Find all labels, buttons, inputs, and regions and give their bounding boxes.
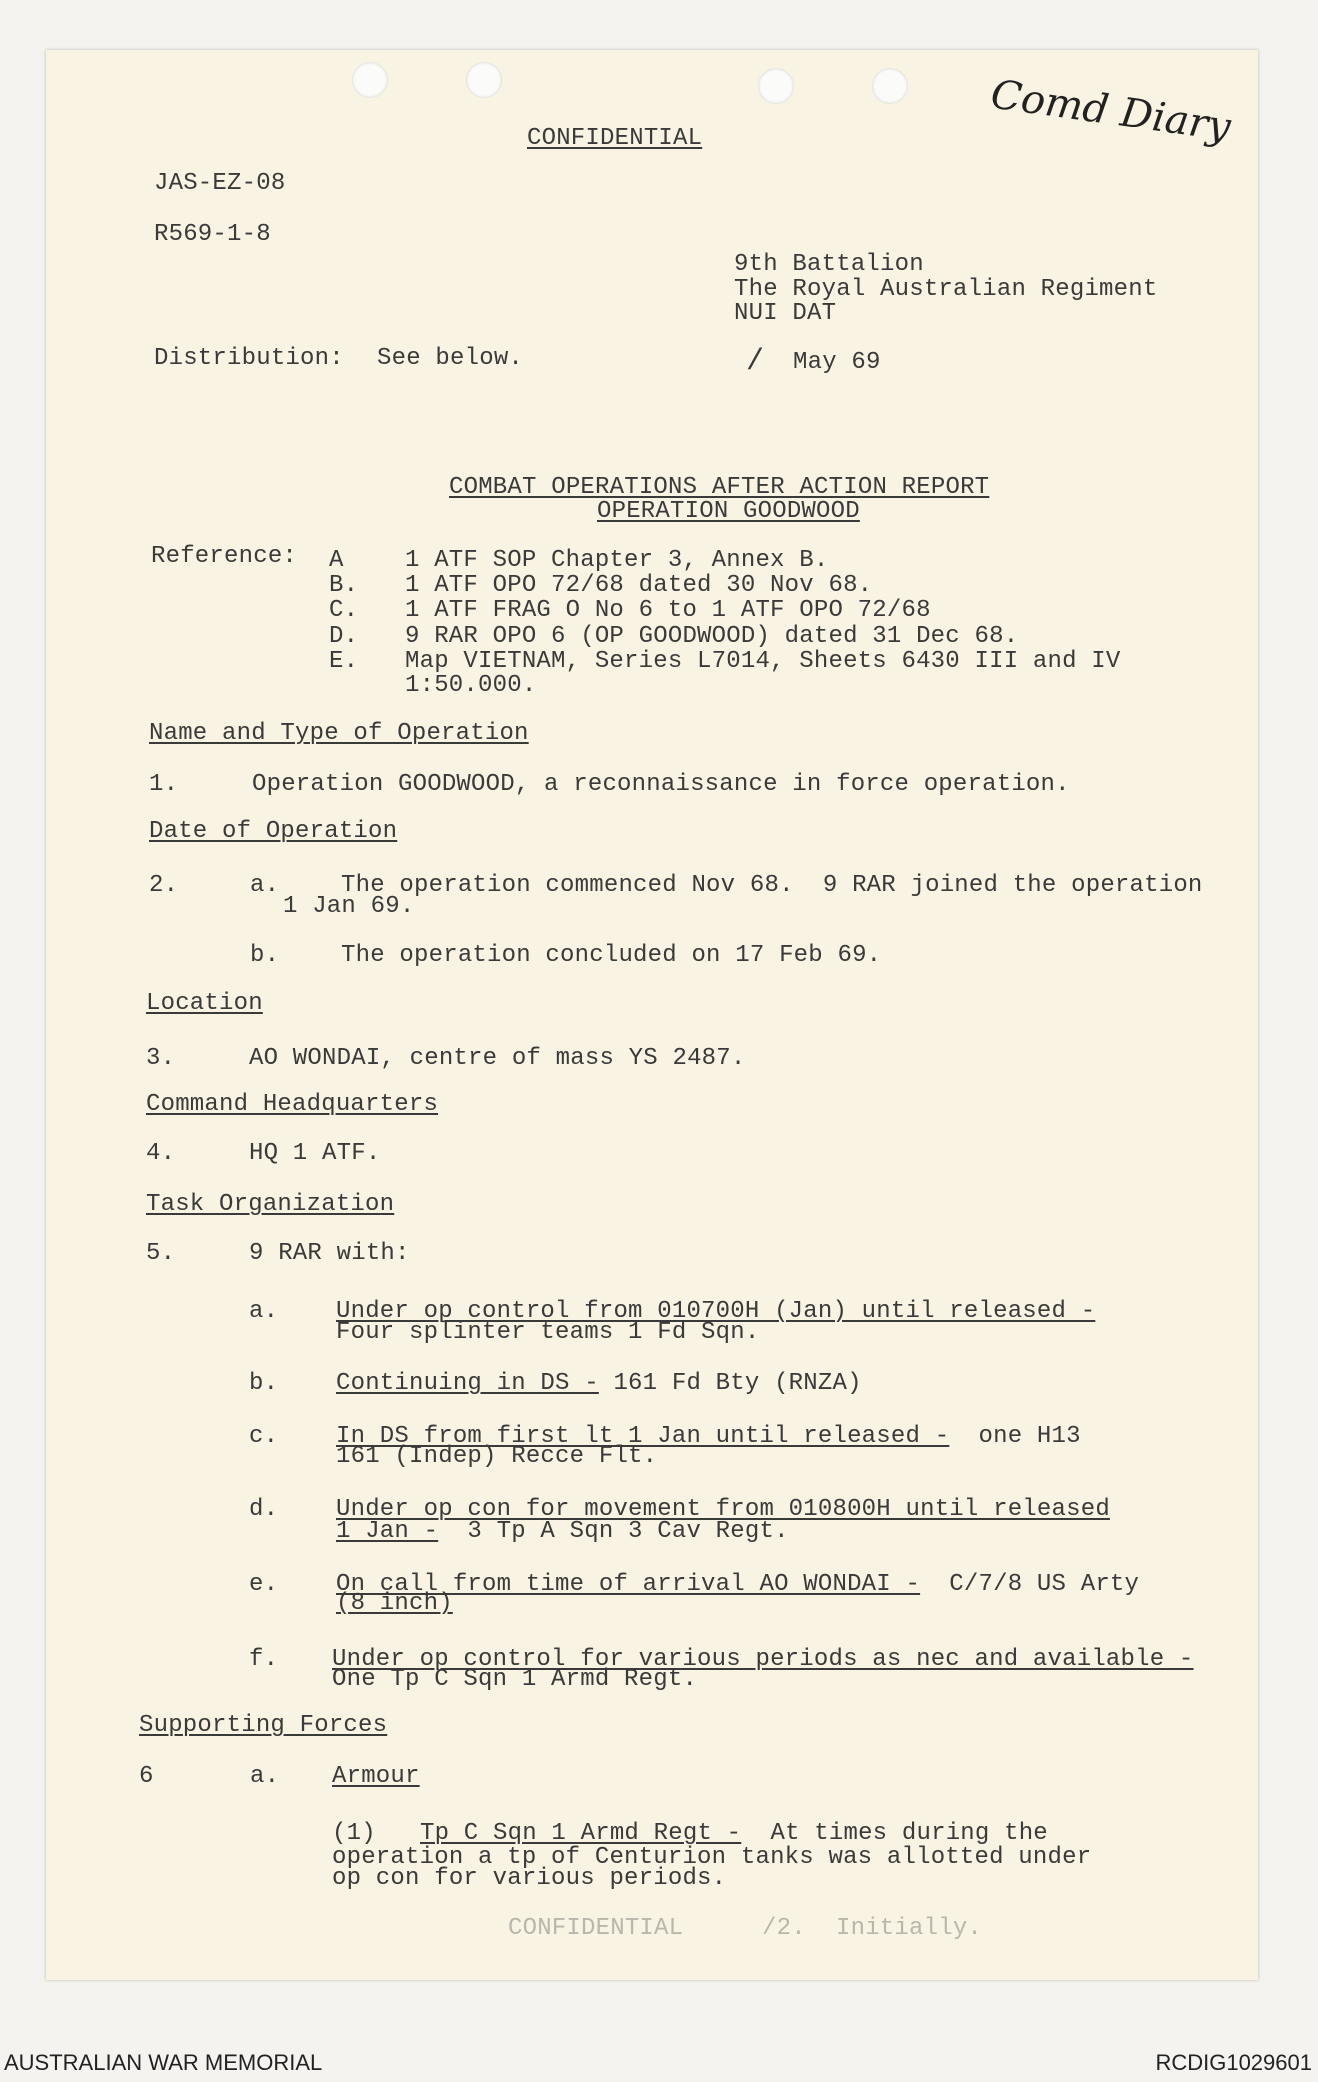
task-item <box>336 1371 862 1396</box>
task-letter: a. <box>249 1298 279 1325</box>
paragraph-text: Operation GOODWOOD, a reconnaissance in force operation. <box>252 771 1070 798</box>
paragraph-text: AO WONDAI, centre of mass YS 2487. <box>249 1045 746 1072</box>
punch-hole <box>466 62 502 98</box>
section-heading: Date of Operation <box>149 818 398 845</box>
task-item <box>336 1572 1139 1597</box>
subparagraph-letter: b. <box>250 942 280 969</box>
task-heading: (8 inch) <box>336 1590 453 1617</box>
subparagraph-item <box>420 1821 1048 1846</box>
reference-text: 9 RAR OPO 6 (OP GOODWOOD) dated 31 Dec 68. <box>405 623 1019 650</box>
file-reference: R569-1-8 <box>154 221 271 248</box>
document-date: May 69 <box>793 349 881 376</box>
paragraph-text: 9 RAR with: <box>249 1240 410 1267</box>
paragraph-text: HQ 1 ATF. <box>249 1140 381 1167</box>
task-letter: e. <box>249 1571 279 1598</box>
unit-address: NUI DAT <box>734 300 837 327</box>
subparagraph-letter: a. <box>250 1763 280 1790</box>
section-heading: Task Organization <box>146 1191 395 1218</box>
task-letter: b. <box>249 1370 279 1397</box>
reference-text: 1 ATF SOP Chapter 3, Annex B. <box>405 547 829 574</box>
subparagraph-heading: Armour <box>332 1763 420 1790</box>
punch-hole <box>872 68 908 104</box>
section-heading: Supporting Forces <box>139 1712 388 1739</box>
paragraph-text: operation a tp of Centurion tanks was allotted under <box>332 1844 1092 1871</box>
punch-hole <box>758 68 794 104</box>
reference-label: Reference: <box>151 543 298 570</box>
report-subtitle: OPERATION GOODWOOD <box>597 498 860 525</box>
classification-footer: CONFIDENTIAL <box>508 1915 684 1942</box>
task-detail: 3 Tp A Sqn 3 Cav Regt. <box>438 1518 789 1545</box>
reference-letter: D. <box>329 623 359 650</box>
paragraph-number: 4. <box>146 1140 176 1167</box>
reference-text: Map VIETNAM, Series L7014, Sheets 6430 III and IV <box>405 648 1121 675</box>
task-letter: d. <box>249 1496 279 1523</box>
archive-id: RCDIG1029601 <box>1155 2050 1312 2075</box>
subparagraph-number: (1) <box>332 1820 376 1847</box>
section-heading: Command Headquarters <box>146 1091 439 1118</box>
task-detail: Four splinter teams 1 Fd Sqn. <box>336 1319 760 1346</box>
task-detail: One Tp C Sqn 1 Armd Regt. <box>332 1666 698 1693</box>
subparagraph-heading: Tp C Sqn 1 Armd Regt - <box>420 1820 742 1847</box>
paragraph-text: The operation commenced Nov 68. 9 RAR joined the operation <box>341 872 1203 899</box>
task-item <box>336 1591 453 1616</box>
reference-text: 1 ATF OPO 72/68 dated 30 Nov 68. <box>405 572 873 599</box>
paragraph-number: 3. <box>146 1045 176 1072</box>
task-letter: c. <box>249 1423 279 1450</box>
classification-header: CONFIDENTIAL <box>527 125 703 152</box>
task-detail: 161 Fd Bty (RNZA) <box>598 1370 862 1397</box>
subparagraph-letter: a. <box>250 872 280 899</box>
catchword: Initially. <box>836 1915 983 1942</box>
punch-hole <box>352 62 388 98</box>
task-item <box>336 1519 789 1544</box>
paragraph-number: 2. <box>149 872 179 899</box>
archive-name: AUSTRALIAN WAR MEMORIAL <box>4 2050 323 2075</box>
task-heading: Under op control from 010700H (Jan) until released - <box>336 1298 1096 1325</box>
distribution-value: See below. <box>377 345 524 372</box>
task-detail: C/7/8 US Arty <box>920 1571 1140 1598</box>
reference-text: 1 ATF FRAG O No 6 to 1 ATF OPO 72/68 <box>405 597 931 624</box>
task-detail: 161 (Indep) Recce Flt. <box>336 1443 658 1470</box>
task-detail: one H13 <box>949 1423 1081 1450</box>
reference-letter: C. <box>329 597 359 624</box>
task-heading: Under op con for movement from 010800H until released <box>336 1496 1110 1523</box>
unit-address: 9th Battalion <box>734 251 924 278</box>
file-reference: JAS-EZ-08 <box>154 170 286 197</box>
reference-letter: B. <box>329 572 359 599</box>
next-page-number: /2. <box>762 1915 806 1942</box>
paragraph-number: 1. <box>149 771 179 798</box>
reference-letter: A <box>329 547 344 574</box>
date-slash: / <box>746 345 765 379</box>
paragraph-text: The operation concluded on 17 Feb 69. <box>341 942 882 969</box>
section-heading: Location <box>146 990 263 1017</box>
paragraph-text: 1 Jan 69. <box>283 893 415 920</box>
task-heading: On call from time of arrival AO WONDAI - <box>336 1571 921 1598</box>
task-heading: In DS from first lt 1 Jan until released - <box>336 1423 950 1450</box>
reference-text: 1:50.000. <box>405 672 537 699</box>
task-heading: Continuing in DS - <box>336 1370 599 1397</box>
distribution-label: Distribution: <box>154 345 344 372</box>
section-heading: Name and Type of Operation <box>149 720 529 747</box>
handwritten-note: Comd Diary <box>987 71 1234 151</box>
task-heading: 1 Jan - <box>336 1518 439 1545</box>
task-letter: f. <box>249 1646 279 1673</box>
unit-address: The Royal Australian Regiment <box>734 276 1158 303</box>
paragraph-number: 6 <box>139 1763 154 1790</box>
paragraph-text: op con for various periods. <box>332 1865 727 1892</box>
paragraph-text: At times during the <box>741 1820 1048 1847</box>
task-heading: Under op control for various periods as nec and available - <box>332 1646 1194 1673</box>
paragraph-number: 5. <box>146 1240 176 1267</box>
reference-letter: E. <box>329 648 359 675</box>
report-title: COMBAT OPERATIONS AFTER ACTION REPORT <box>449 474 990 501</box>
